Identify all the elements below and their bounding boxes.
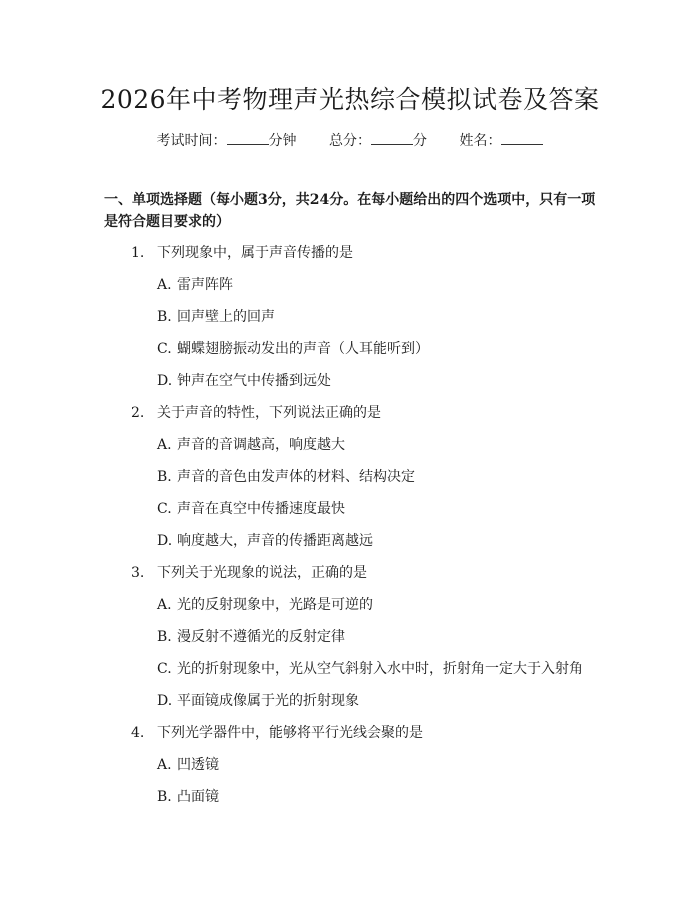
option-letter: A.: [157, 437, 172, 453]
exam-title: 2026年中考物理声光热综合模拟试卷及答案: [100, 85, 600, 114]
option-text: 声音的音调越高，响度越大: [177, 437, 345, 453]
option-text: 光的折射现象中，光从空气斜射入水中时，折射角一定大于入射角: [177, 661, 583, 677]
option-2d: [157, 531, 373, 551]
option-2a: [157, 435, 345, 455]
question-text: 下列现象中，属于声音传播的是: [157, 245, 353, 261]
option-letter: A.: [157, 597, 172, 613]
option-text: 声音在真空中传播速度最快: [177, 501, 345, 517]
question-number: 2.: [131, 405, 145, 421]
option-text: 凹透镜: [177, 757, 219, 773]
option-text: 响度越大，声音的传播距离越远: [177, 533, 373, 549]
option-1d: [157, 371, 331, 391]
question-1: [131, 243, 353, 263]
option-text: 蝴蝶翅膀振动发出的声音（人耳能听到）: [177, 341, 429, 357]
student-name-label: 姓名：: [459, 133, 502, 149]
exam-meta: [0, 131, 700, 151]
option-3a: [157, 595, 373, 615]
option-letter: D.: [157, 373, 173, 389]
option-letter: D.: [157, 693, 173, 709]
option-text: 平面镜成像属于光的折射现象: [177, 693, 359, 709]
option-4a: [157, 755, 219, 775]
option-3c: [157, 659, 583, 679]
option-letter: B.: [157, 469, 172, 485]
exam-time-unit: 分钟: [268, 133, 297, 149]
option-letter: B.: [157, 789, 172, 805]
option-2b: [157, 467, 415, 487]
option-text: 声音的音色由发声体的材料、结构决定: [177, 469, 415, 485]
option-letter: C.: [157, 341, 172, 357]
option-1b: [157, 307, 275, 327]
option-3d: [157, 691, 359, 711]
option-text: 雷声阵阵: [177, 277, 233, 293]
exam-time-label: 考试时间：: [156, 133, 227, 149]
option-letter: A.: [157, 277, 172, 293]
question-3: [131, 563, 367, 583]
option-4b: [157, 787, 219, 807]
option-text: 光的反射现象中，光路是可逆的: [177, 597, 373, 613]
option-letter: C.: [157, 501, 172, 517]
option-text: 回声壁上的回声: [177, 309, 275, 325]
question-number: 1.: [131, 245, 145, 261]
option-letter: D.: [157, 533, 173, 549]
question-text: 下列光学器件中，能够将平行光线会聚的是: [157, 725, 423, 741]
question-text: 关于声音的特性，下列说法正确的是: [157, 405, 381, 421]
total-score-field: [329, 131, 427, 151]
student-name-field: [459, 131, 543, 151]
question-2: [131, 403, 381, 423]
section-heading: 一、单项选择题（每小题3分，共24分。在每小题给出的四个选项中，只有一项是符合题目要求的）: [104, 192, 596, 230]
option-text: 凸面镜: [177, 789, 219, 805]
total-score-blank: [371, 132, 413, 145]
option-letter: A.: [157, 757, 172, 773]
option-text: 漫反射不遵循光的反射定律: [177, 629, 345, 645]
total-score-unit: 分: [413, 133, 427, 149]
option-2c: [157, 499, 345, 519]
option-3b: [157, 627, 345, 647]
question-number: 4.: [131, 725, 145, 741]
option-1a: [157, 275, 233, 295]
question-4: [131, 723, 423, 743]
question-number: 3.: [131, 565, 145, 581]
option-letter: C.: [157, 661, 172, 677]
option-letter: B.: [157, 629, 172, 645]
option-1c: [157, 339, 429, 359]
total-score-label: 总分：: [329, 133, 371, 149]
exam-time-blank: [227, 132, 269, 145]
question-text: 下列关于光现象的说法，正确的是: [157, 565, 367, 581]
exam-time-field: [157, 131, 297, 151]
option-text: 钟声在空气中传播到远处: [177, 373, 331, 389]
option-letter: B.: [157, 309, 172, 325]
student-name-blank: [501, 132, 543, 145]
